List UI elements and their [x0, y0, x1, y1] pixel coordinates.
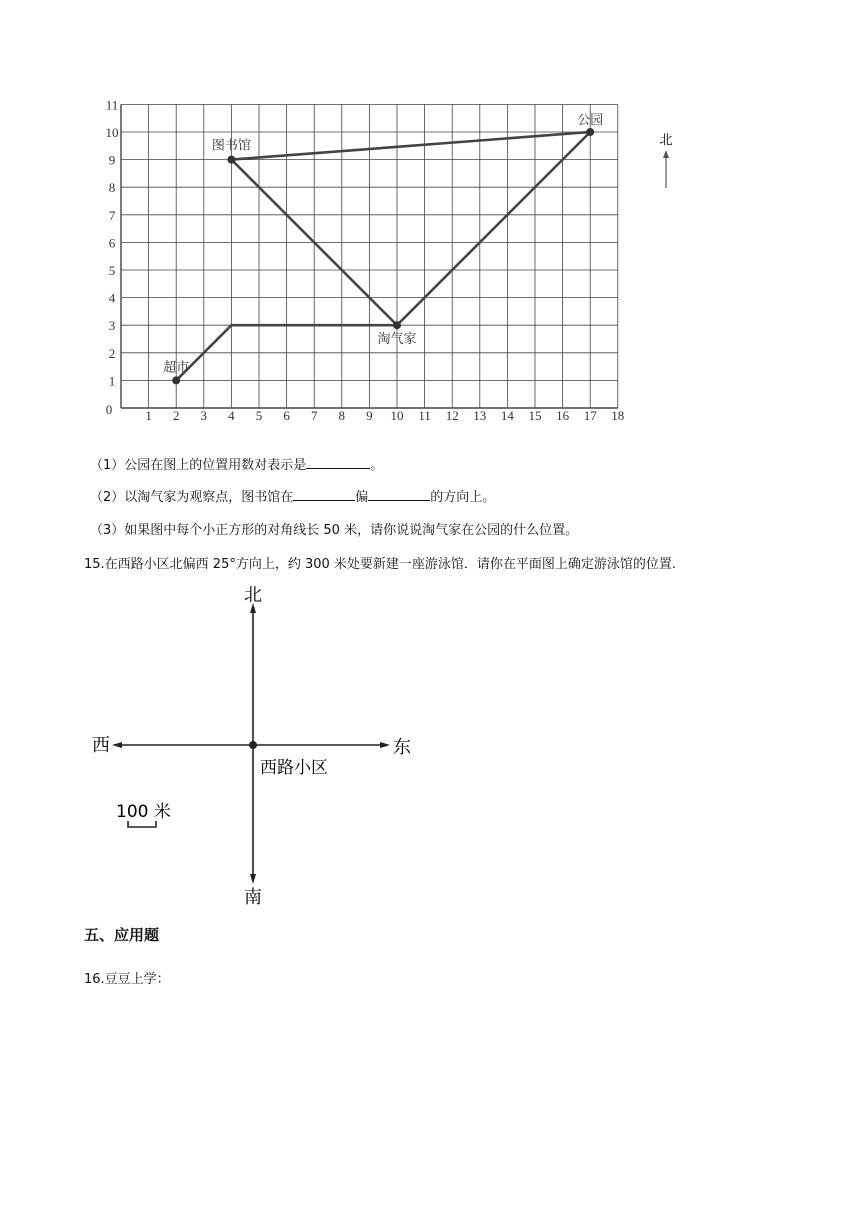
answer-blank-2[interactable]: [293, 488, 355, 501]
y-tick-label: 11: [105, 97, 119, 113]
point-marker: [586, 128, 594, 136]
location-points: [163, 113, 603, 384]
q14-2-text: （2）以淘气家为观察点，图书馆在: [90, 490, 294, 505]
north-arrowhead-icon: [663, 150, 669, 158]
point-label: 图书馆: [211, 138, 251, 154]
west-arrowhead-icon: [112, 742, 122, 748]
y-tick-label: 5: [108, 263, 116, 278]
south-arrowhead-icon: [250, 874, 256, 884]
x-tick-label: 9: [366, 408, 373, 423]
point-label: 淘气家: [377, 332, 417, 348]
question-14-3: （3）如果图中每个小正方形的对角线长 50 米，请你说说淘气家在公园的什么位置。: [90, 523, 579, 538]
section-5-heading: 五、应用题: [84, 926, 160, 944]
center-point: [249, 741, 257, 749]
y-tick-label: 10: [105, 125, 119, 140]
point-marker: [227, 156, 235, 164]
x-tick-label: 1: [145, 408, 152, 423]
center-label: 西路小区: [260, 758, 328, 778]
question-16: 16.豆豆上学：: [84, 972, 170, 987]
coordinate-grid-figure: [95, 90, 673, 435]
x-tick-label: 10: [390, 408, 404, 423]
x-tick-label: 3: [200, 408, 208, 423]
x-tick-label: 16: [556, 408, 570, 423]
x-tick-label: 7: [310, 408, 318, 423]
east-arrowhead-icon: [380, 742, 390, 748]
east-label: 东: [393, 737, 411, 758]
north-label: 北: [659, 133, 673, 148]
south-label: 南: [244, 887, 262, 908]
x-tick-label: 15: [528, 408, 542, 423]
x-tick-label: 11: [418, 408, 431, 423]
north-indicator: [659, 133, 672, 188]
x-tick-label: 0: [105, 402, 113, 417]
route-library-park-home: [231, 132, 590, 325]
answer-blank-3[interactable]: [368, 488, 430, 501]
q14-2-suffix: 的方向上。: [430, 490, 496, 505]
y-tick-label: 3: [108, 318, 116, 334]
q14-1-suffix: 。: [370, 458, 384, 473]
north-label: 北: [244, 585, 262, 606]
q14-1-text: （1）公园在图上的位置用数对表示是: [90, 458, 307, 473]
point-marker: [172, 376, 180, 384]
x-tick-label: 2: [172, 408, 180, 423]
y-axis-ticks: [106, 97, 119, 388]
answer-blank-1[interactable]: [306, 456, 370, 469]
y-tick-label: 1: [108, 373, 116, 389]
point-label: 公园: [577, 113, 604, 128]
y-tick-label: 2: [108, 345, 116, 361]
scale-label: 100 米: [116, 802, 171, 822]
y-tick-label: 9: [108, 152, 116, 168]
point-marker: [393, 321, 401, 329]
x-tick-label: 13: [473, 408, 487, 423]
x-tick-label: 12: [445, 408, 459, 423]
x-tick-label: 4: [228, 408, 235, 423]
compass-diagram: [90, 585, 430, 910]
y-tick-label: 7: [108, 207, 116, 223]
x-tick-label: 17: [583, 408, 597, 423]
point-label: 超市: [163, 360, 190, 376]
question-15: 15.在西路小区北偏西 25°方向上，约 300 米处要新建一座游泳馆．请你在平面图上确定游泳馆的位置.: [84, 557, 677, 572]
x-axis-ticks: [106, 402, 625, 423]
question-14-1: [90, 454, 383, 473]
y-tick-label: 4: [108, 290, 116, 306]
x-tick-label: 5: [255, 408, 263, 423]
q14-2-middle: 偏: [355, 490, 369, 505]
x-tick-label: 18: [611, 408, 625, 423]
west-label: 西: [92, 735, 110, 756]
question-14-2: [90, 486, 495, 505]
x-tick-label: 8: [338, 408, 346, 423]
y-tick-label: 6: [108, 235, 116, 251]
x-tick-label: 6: [283, 408, 290, 423]
x-tick-label: 14: [500, 408, 514, 423]
y-tick-label: 8: [108, 180, 116, 196]
